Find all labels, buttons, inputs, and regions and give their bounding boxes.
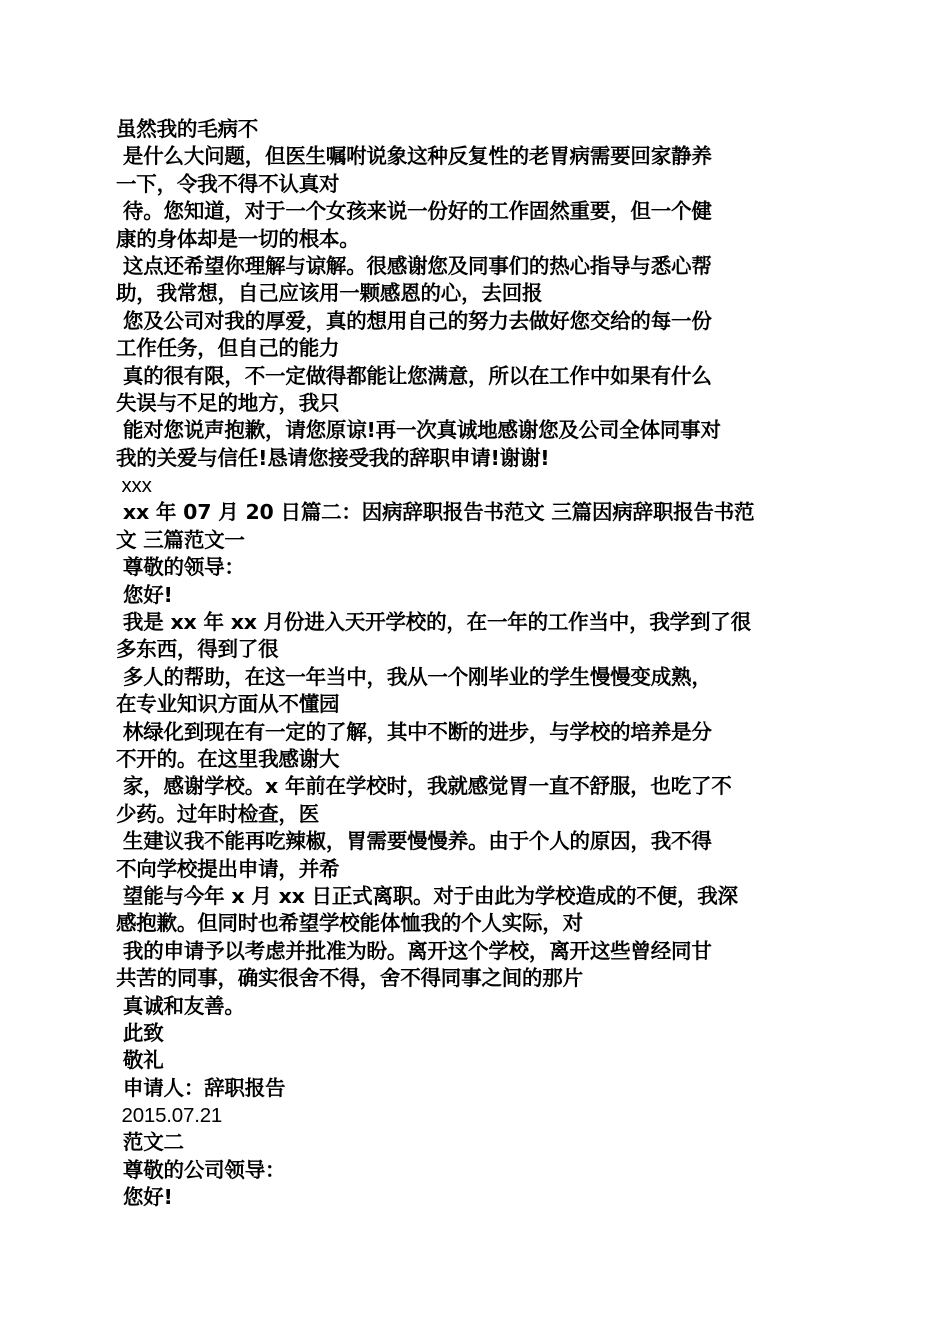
text-line: 能对您说声抱歉，请您原谅!再一次真诚地感谢您及公司全体同事对 (116, 418, 721, 443)
text-line: 我是 xx 年 xx 月份进入天开学校的，在一年的工作当中，我学到了很 (116, 610, 751, 635)
document-body (116, 116, 836, 1212)
text-line: 您好! (116, 582, 173, 607)
text-line: 您及公司对我的厚爱，真的想用自己的努力去做好您交给的每一份 (116, 308, 712, 333)
text-line: 待。您知道，对于一个女孩来说一份好的工作固然重要，但一个健 (116, 199, 712, 224)
text-line: xx 年 07 月 20 日篇二：因病辞职报告书范文 三篇因病辞职报告书范 (116, 500, 755, 525)
text-line: 少药。过年时检查，医 (116, 801, 319, 826)
text-line: 感抱歉。但同时也希望学校能体恤我的个人实际，对 (116, 911, 583, 936)
text-line: 共苦的同事，确实很舍不得，舍不得同事之间的那片 (116, 966, 583, 991)
text-line: 您好! (116, 1185, 173, 1210)
text-line: 2015.07.21 (116, 1104, 223, 1128)
text-line: 多东西，得到了很 (116, 637, 279, 662)
text-line: 工作任务，但自己的能力 (116, 336, 340, 361)
text-line: 范文二 (116, 1130, 184, 1155)
text-line: 不向学校提出申请，并希 (116, 856, 340, 881)
text-line: 这点还希望你理解与谅解。很感谢您及同事们的热心指导与悉心帮 (116, 253, 712, 278)
text-line: 在专业知识方面从不懂园 (116, 692, 340, 717)
text-line: 我的申请予以考虑并批准为盼。离开这个学校，离开这些曾经同甘 (116, 938, 712, 963)
text-line: 康的身体却是一切的根本。 (116, 226, 360, 251)
text-line: 我的关爱与信任!恳请您接受我的辞职申请!谢谢! (116, 445, 550, 470)
text-line: 文 三篇范文一 (116, 527, 245, 552)
text-line: 尊敬的公司领导： (116, 1157, 286, 1182)
text-line: 虽然我的毛病不 (116, 117, 259, 141)
text-line: 真的很有限，不一定做得都能让您满意，所以在工作中如果有什么 (116, 363, 712, 388)
text-line: 不开的。在这里我感谢大 (116, 746, 340, 771)
text-line: xxx (116, 474, 152, 498)
text-line: 林绿化到现在有一定的了解，其中不断的进步，与学校的培养是分 (116, 719, 712, 744)
text-line: 助，我常想，自己应该用一颗感恩的心，去回报 (116, 281, 543, 306)
text-line: 家，感谢学校。x 年前在学校时，我就感觉胃一直不舒服，也吃了不 (116, 774, 732, 799)
text-line: 望能与今年 x 月 xx 日正式离职。对于由此为学校造成的不便，我深 (116, 883, 738, 908)
text-line: 一下，令我不得不认真对 (116, 171, 340, 196)
text-line: 是什么大问题，但医生嘱咐说象这种反复性的老胃病需要回家静养 (116, 144, 712, 169)
text-line: 敬礼 (116, 1048, 164, 1073)
text-line: 生建议我不能再吃辣椒，胃需要慢慢养。由于个人的原因，我不得 (116, 829, 712, 854)
text-line: 真诚和友善。 (116, 993, 245, 1018)
text-line: 尊敬的领导： (116, 555, 245, 580)
text-line: 多人的帮助，在这一年当中，我从一个刚毕业的学生慢慢变成熟， (116, 664, 712, 689)
text-line: 失误与不足的地方，我只 (116, 390, 340, 415)
text-line: 此致 (116, 1020, 164, 1045)
text-line: 申请人：辞职报告 (116, 1075, 286, 1100)
